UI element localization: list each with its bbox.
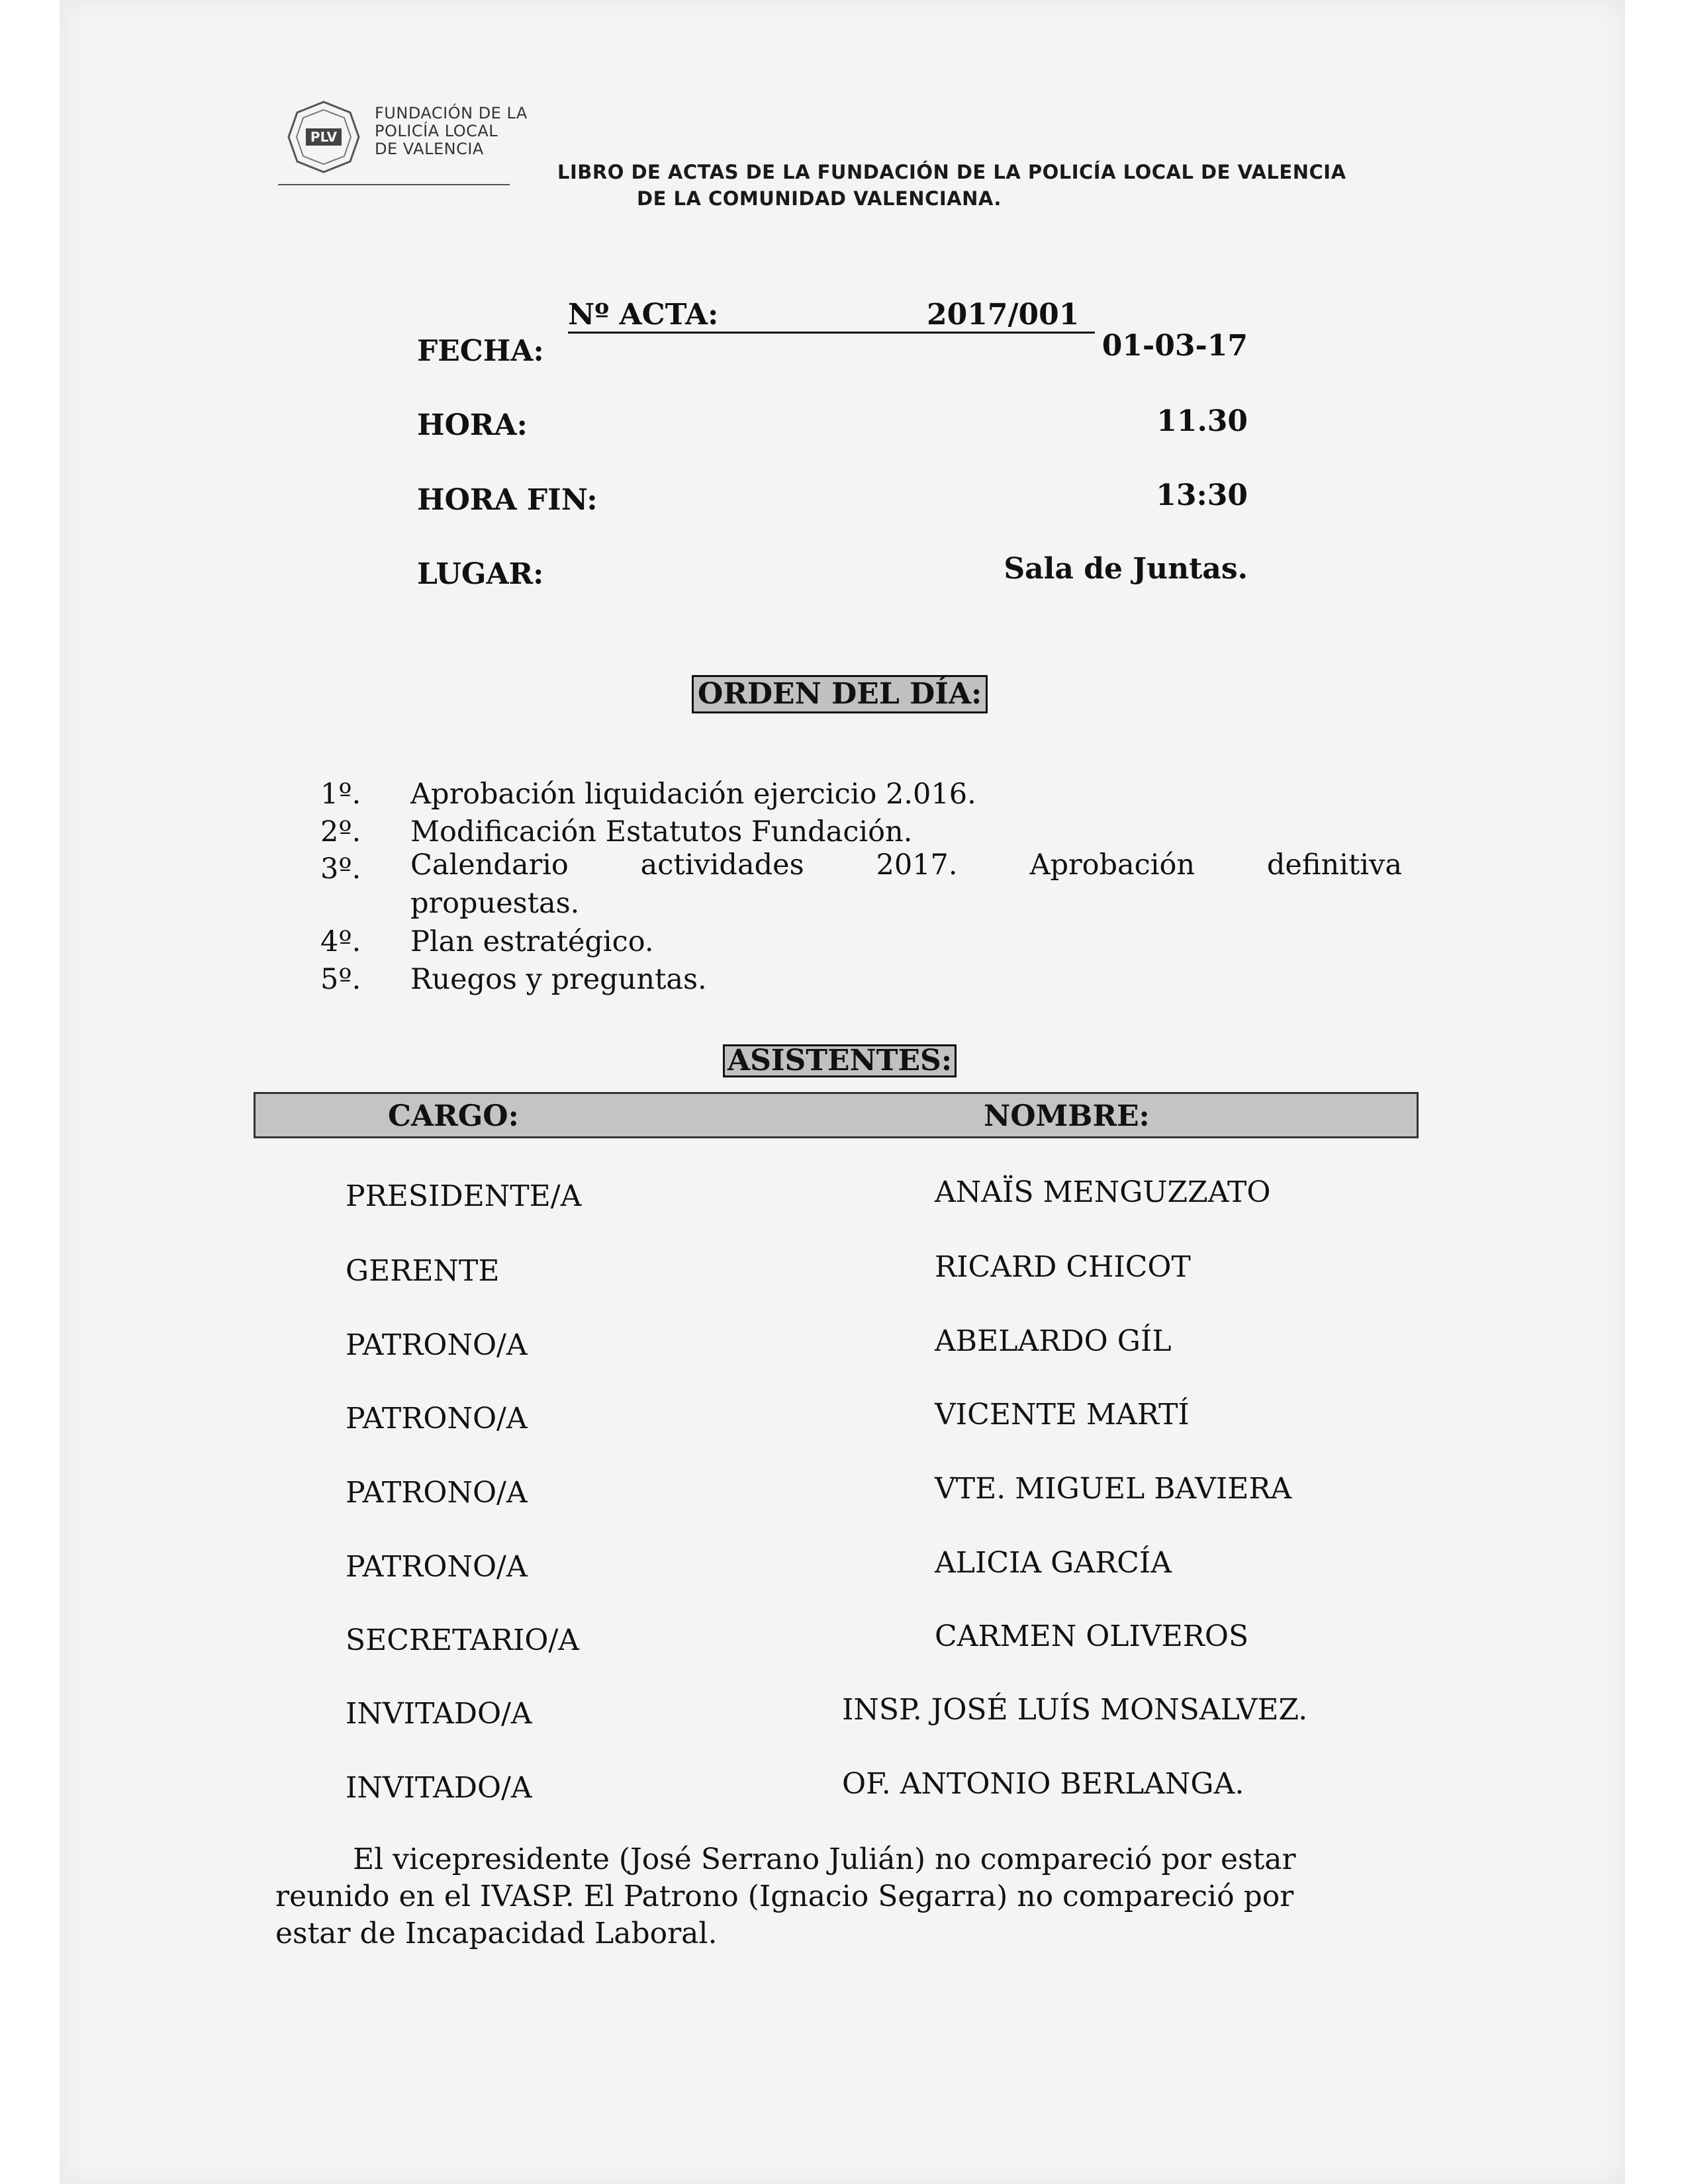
cargo-cell: PATRONO/A [346,1476,528,1510]
agenda-item-3-word: 2017. [876,848,958,882]
title-line-1: LIBRO DE ACTAS DE LA FUNDACIÓN DE LA POLICÍA LOCAL DE VALENCIA [557,161,1346,183]
cargo-cell: PATRONO/A [346,1550,528,1584]
agenda-num-2: 2º. [320,815,361,848]
agenda-num-3: 3º. [320,852,361,886]
agenda-num-1: 1º. [320,778,361,811]
agenda-item-3-word: actividades [640,848,804,882]
nombre-cell: VICENTE MARTÍ [935,1398,1190,1432]
logo-line-3: DE VALENCIA [375,140,484,158]
agenda-num-5: 5º. [320,963,361,996]
agenda-item-3-word: Calendario [410,848,569,882]
asistentes-heading: ASISTENTES: [723,1044,957,1077]
cargo-cell: PRESIDENTE/A [346,1179,582,1213]
nombre-cell: RICARD CHICOT [935,1250,1191,1284]
cargo-cell: GERENTE [346,1254,500,1288]
agenda-item-4: Plan estratégico. [410,925,654,958]
lugar-value: Sala de Juntas. [1004,552,1248,586]
closing-text: El vicepresidente (José Serrano Julián) no compareció por estar reunido en el IVASP. El Patrono (Ignacio Segarra) no compareció por estar de Incapacidad Laboral. [275,1843,1296,1950]
agenda-item-3-word: definitiva [1266,848,1402,882]
logo-line-2: POLICÍA LOCAL [375,122,498,140]
hora-fin-label: HORA FIN: [417,483,598,517]
title-line-2: DE LA COMUNIDAD VALENCIANA. [637,187,1002,210]
hora-value: 11.30 [1156,404,1248,438]
agenda-num-4: 4º. [320,925,361,958]
attendees-table-header [254,1092,1419,1138]
hora-fin-value: 13:30 [1156,478,1248,512]
acta-label: Nº ACTA: [568,298,719,332]
closing-paragraph [275,1841,1361,1952]
lugar-label: LUGAR: [417,557,544,591]
logo-divider [278,184,510,185]
nombre-cell: VTE. MIGUEL BAVIERA [935,1472,1292,1506]
nombre-cell: OF. ANTONIO BERLANGA. [842,1767,1244,1801]
column-header-cargo: CARGO: [388,1099,519,1133]
column-header-nombre: NOMBRE: [984,1099,1150,1133]
foundation-logo-icon [286,99,361,175]
acta-underline [568,332,1095,334]
agenda-item-3-word: Aprobación [1029,848,1196,882]
nombre-cell: ABELARDO GÍL [935,1324,1172,1358]
acta-value: 2017/001 [927,298,1080,332]
agenda-item-3 [410,848,1402,882]
fecha-label: FECHA: [417,334,544,368]
cargo-cell: PATRONO/A [346,1328,528,1362]
nombre-cell: INSP. JOSÉ LUÍS MONSALVEZ. [842,1693,1308,1727]
orden-del-dia-heading: ORDEN DEL DÍA: [692,675,988,713]
cargo-cell: INVITADO/A [346,1771,532,1805]
agenda-item-3-continuation: propuestas. [410,887,580,920]
cargo-cell: PATRONO/A [346,1402,528,1435]
cargo-cell: INVITADO/A [346,1697,532,1731]
cargo-cell: SECRETARIO/A [346,1623,580,1657]
agenda-item-5: Ruegos y preguntas. [410,963,707,996]
nombre-cell: ANAÏS MENGUZZATO [935,1175,1271,1209]
nombre-cell: ALICIA GARCÍA [935,1546,1172,1580]
fecha-value: 01-03-17 [1102,329,1248,363]
logo-badge-text: PLV [310,129,338,145]
agenda-item-1: Aprobación liquidación ejercicio 2.016. [410,778,976,811]
nombre-cell: CARMEN OLIVEROS [935,1619,1249,1653]
logo-text [375,105,528,158]
logo-line-1: FUNDACIÓN DE LA [375,104,528,122]
hora-label: HORA: [417,408,528,442]
agenda-item-2: Modificación Estatutos Fundación. [410,815,913,848]
document-title [557,159,1346,212]
